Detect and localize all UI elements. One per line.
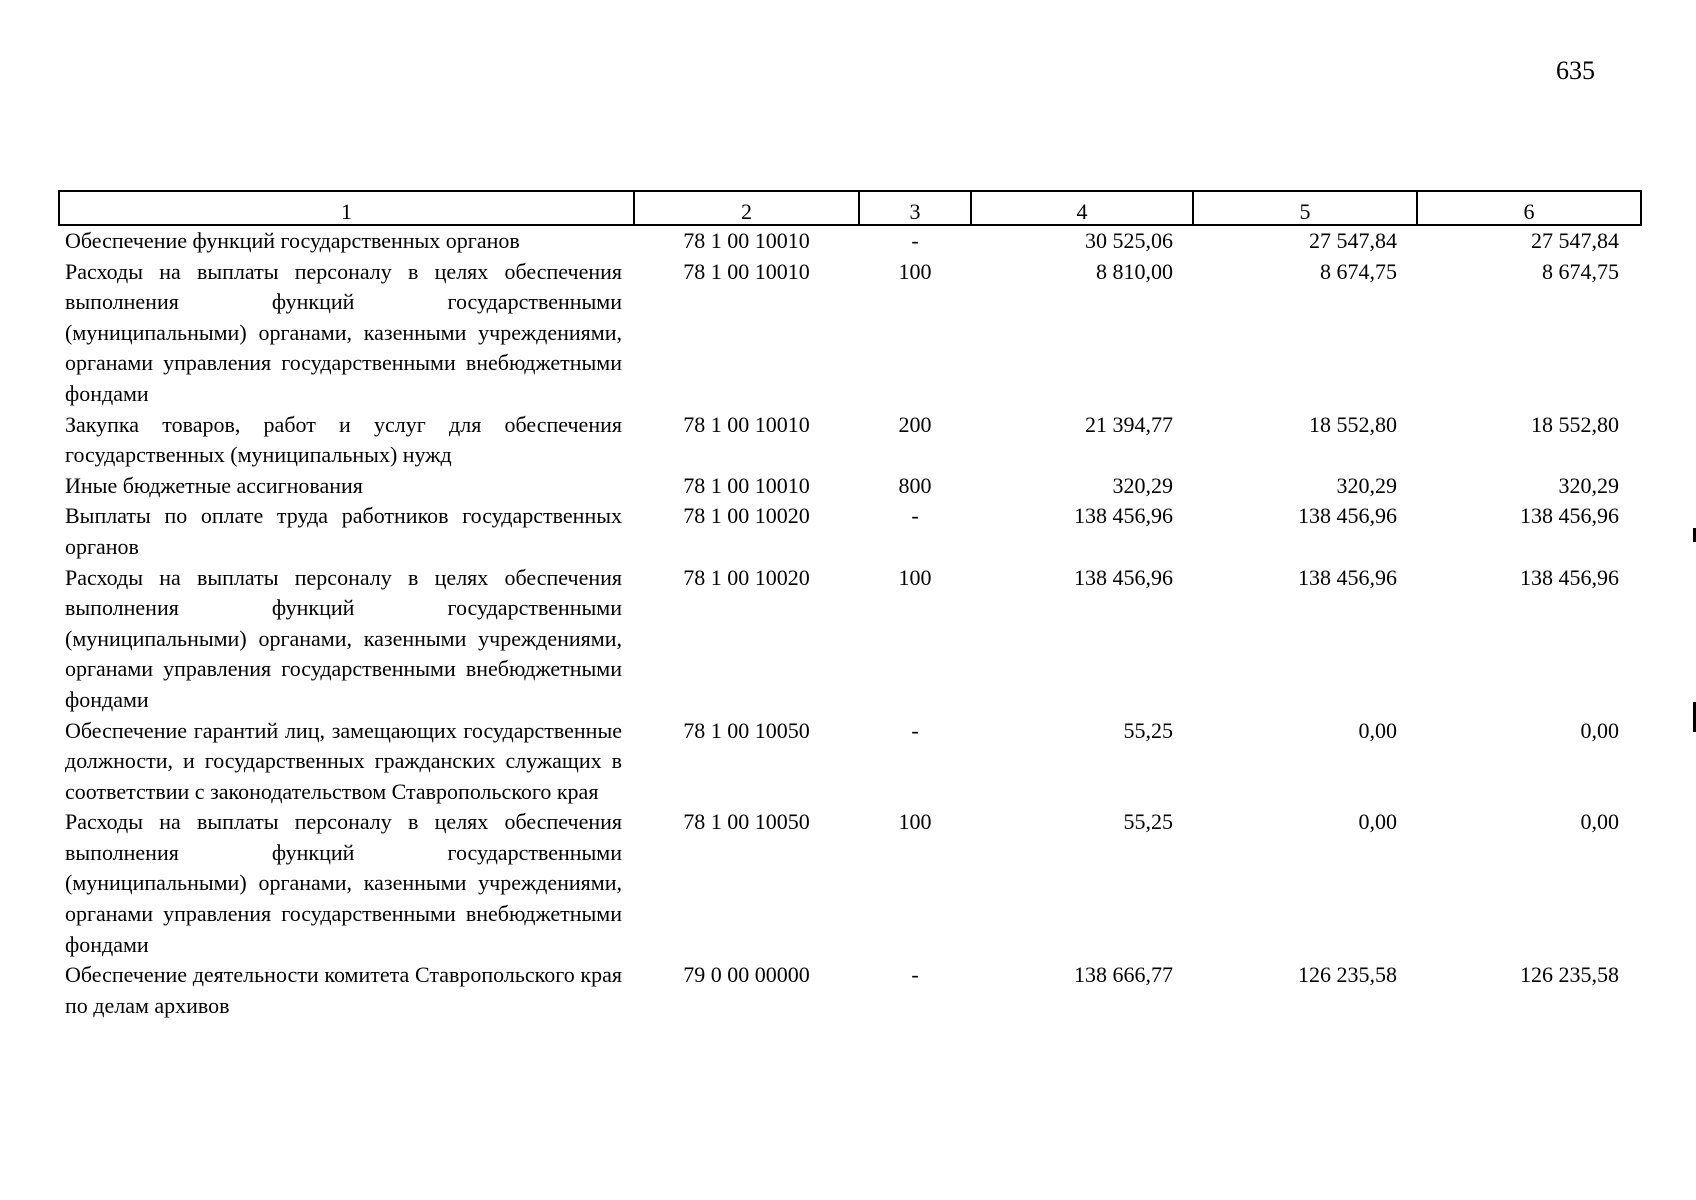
row-value-4: 30 525,06 — [1085, 228, 1173, 253]
row-value-4: 21 394,77 — [1085, 411, 1173, 437]
row-name: Расходы на выплаты персоналу в целях обеспечения выполнения функций государственными (муниципальными) органами, казенными учреждениями, органами управления государственными внебюджетными фондами — [65, 809, 622, 957]
row-type: 100 — [898, 809, 932, 835]
row-code: 78 1 00 10010 — [683, 258, 810, 284]
row-name: Обеспечение функций государственных органов — [65, 228, 520, 253]
table-row — [59, 807, 1641, 960]
row-value-4: 320,29 — [1112, 472, 1173, 498]
row-type: 200 — [898, 411, 932, 437]
row-code: 78 1 00 10020 — [683, 564, 810, 590]
column-header-2: 2 — [634, 191, 859, 225]
row-value-4: 8 810,00 — [1096, 258, 1173, 284]
row-type: 100 — [898, 564, 932, 590]
row-code: 78 1 00 10010 — [683, 228, 810, 253]
row-code: 78 1 00 10010 — [683, 411, 810, 437]
row-name: Расходы на выплаты персоналу в целях обеспечения выполнения функций государственными (муниципальными) органами, казенными учреждениями, органами управления государственными внебюджетными фондами — [65, 258, 622, 406]
row-name: Выплаты по оплате труда работников государственных органов — [65, 503, 622, 559]
row-value-6: 138 456,96 — [1520, 564, 1619, 590]
row-code: 78 1 00 10020 — [683, 503, 810, 529]
row-value-6: 126 235,58 — [1520, 962, 1619, 988]
row-type: - — [911, 503, 919, 529]
table-row — [59, 225, 1641, 257]
table-body — [59, 225, 1641, 1021]
row-value-5: 27 547,84 — [1309, 228, 1397, 253]
row-value-4: 138 456,96 — [1074, 503, 1173, 529]
column-header-1: 1 — [59, 191, 634, 225]
table-row — [59, 257, 1641, 410]
row-value-5: 320,29 — [1336, 472, 1397, 498]
row-value-6: 27 547,84 — [1531, 228, 1619, 253]
row-name: Иные бюджетные ассигнования — [65, 472, 363, 498]
table-header — [59, 191, 1641, 225]
row-type: - — [911, 717, 919, 743]
row-value-5: 8 674,75 — [1320, 258, 1397, 284]
table-row — [59, 501, 1641, 562]
row-type: - — [911, 228, 919, 253]
row-type: - — [911, 962, 919, 988]
row-type: 100 — [898, 258, 932, 284]
row-value-4: 55,25 — [1123, 717, 1173, 743]
table-row — [59, 471, 1641, 502]
row-value-5: 18 552,80 — [1309, 411, 1397, 437]
row-value-6: 0,00 — [1580, 717, 1619, 743]
row-code: 78 1 00 10050 — [683, 717, 810, 743]
row-code: 78 1 00 10010 — [683, 472, 810, 498]
row-value-5: 138 456,96 — [1298, 503, 1397, 529]
column-header-3: 3 — [859, 191, 971, 225]
row-value-4: 138 666,77 — [1074, 962, 1173, 988]
column-header-6: 6 — [1417, 191, 1641, 225]
row-value-5: 138 456,96 — [1298, 564, 1397, 590]
row-value-5: 126 235,58 — [1298, 962, 1397, 988]
table-row — [59, 410, 1641, 471]
page-number: 635 — [1556, 56, 1595, 85]
column-header-5: 5 — [1193, 191, 1417, 225]
row-name: Обеспечение гарантий лиц, замещающих государственные должности, и государственных гражданских служащих в соответствии с законодательством Ставропольского края — [65, 717, 622, 804]
row-value-4: 55,25 — [1123, 809, 1173, 835]
header-row — [59, 191, 1641, 225]
row-name: Расходы на выплаты персоналу в целях обеспечения выполнения функций государственными (муниципальными) органами, казенными учреждениями, органами управления государственными внебюджетными фондами — [65, 564, 622, 712]
row-value-6: 8 674,75 — [1542, 258, 1619, 284]
budget-table — [58, 190, 1642, 1021]
row-value-5: 0,00 — [1358, 809, 1397, 835]
row-value-6: 138 456,96 — [1520, 503, 1619, 529]
row-code: 79 0 00 00000 — [683, 962, 810, 988]
row-type: 800 — [898, 472, 932, 498]
row-name: Закупка товаров, работ и услуг для обеспечения государственных (муниципальных) нужд — [65, 411, 622, 468]
row-value-6: 0,00 — [1580, 809, 1619, 835]
table-row — [59, 716, 1641, 808]
row-code: 78 1 00 10050 — [683, 809, 810, 835]
table-row — [59, 960, 1641, 1021]
row-name: Обеспечение деятельности комитета Ставропольского края по делам архивов — [65, 962, 622, 1018]
row-value-6: 320,29 — [1558, 472, 1619, 498]
column-header-4: 4 — [971, 191, 1193, 225]
table-row — [59, 563, 1641, 716]
row-value-5: 0,00 — [1358, 717, 1397, 743]
row-value-4: 138 456,96 — [1074, 564, 1173, 590]
row-value-6: 18 552,80 — [1531, 411, 1619, 437]
